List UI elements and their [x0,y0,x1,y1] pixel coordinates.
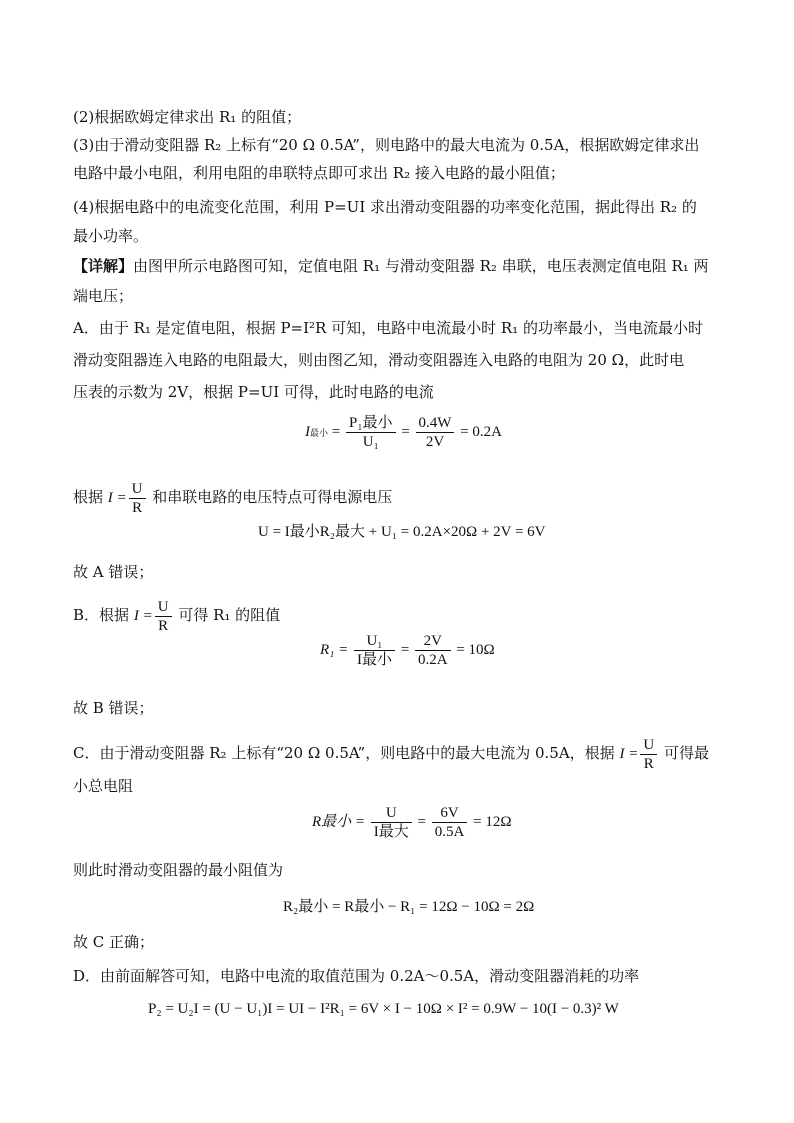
text-segment: 由图甲所示电路图可知，定值电阻 R₁ 与滑动变阻器 R₂ 串联，电压表测定值电阻 R₁ 两 [133,257,709,275]
text-segment: 可得最 [663,743,709,762]
fraction-numerator: U [371,804,412,823]
fraction [155,598,172,635]
text-line [73,598,280,635]
fraction [415,632,451,669]
equation-r1: R₁ = $\frac{\text{U₁}}{\text{I最小}}$ = $\frac{2V}{0.2A}$ = 10Ω [320,633,495,668]
text-line: 故 A 错误； [73,563,154,581]
text-line: 则此时滑动变阻器的最小阻值为 [73,861,284,879]
eq-result: = 10Ω [456,641,495,658]
equation-current-min: I最小 = $\frac{\text{P₁最小}}{\text{U₁}}$ = $\frac{0.4W}{2V}$ = 0.2A [305,415,502,450]
fraction [640,736,657,773]
fraction [129,480,146,517]
eq-symbol: R最小 = [312,813,366,830]
text-line: 端电压； [73,287,134,305]
fraction-numerator: U₁ [354,632,395,651]
section-tag: 【详解】 [73,257,134,275]
text-line: A．由于 R₁ 是定值电阻，根据 P=I²R 可知，电路中电流最小时 R₁ 的功率最小，当电流最小时 [73,319,703,337]
text-segment: B．根据 [73,605,130,624]
fraction-numerator: U [155,598,172,617]
text-segment: 根据 [73,487,104,506]
ohm-law-inline [107,481,148,516]
eq-symbol: I = [133,607,153,624]
eq-symbol: R₁ = [320,641,349,658]
fraction [346,414,396,451]
fraction [432,804,468,841]
text-line: 故 C 正确； [73,933,155,951]
ohm-law-inline [133,599,174,634]
eq-symbol: I = [619,745,639,762]
text-line: 小总电阻 [73,777,134,795]
equation-r-min: R最小 = $\frac{U}{\text{I最大}}$ = $\frac{6V}{0.5A}$ = 12Ω [312,805,512,840]
text-line: (2)根据欧姆定律求出 R₁ 的阻值； [73,108,302,126]
fraction-denominator: R [643,756,654,772]
text-line: 滑动变阻器连入电路的电阻最大，则由图乙知，滑动变阻器连入电路的电阻为 20 Ω，此时电 [73,351,685,369]
text-line [73,480,392,517]
fraction-denominator: I最大 [373,824,409,840]
fraction-denominator: I最小 [357,652,392,668]
text-segment: 和串联电路的电压特点可得电源电压 [152,487,393,506]
fraction-denominator: 0.2A [417,652,448,668]
fraction-numerator: 0.4W [416,414,455,433]
fraction-denominator: R [158,618,169,634]
text-line: (3)由于滑动变阻器 R₂ 上标有“20 Ω 0.5A”，则电路中的最大电流为 0.5A，根据欧姆定律求出 [73,136,700,154]
eq-symbol: I [305,423,310,440]
eq-result: = 12Ω [473,813,512,830]
fraction-denominator: 0.5A [434,824,465,840]
eq-result: = 0.2A [460,423,502,440]
fraction-denominator: 2V [425,434,445,450]
fraction [416,414,455,451]
text-line: D．由前面解答可知，电路中电流的取值范围为 0.2A～0.5A，滑动变阻器消耗的功率 [73,967,640,985]
text-line: 电路中最小电阻，利用电阻的串联特点即可求出 R₂ 接入电路的最小阻值； [73,164,565,182]
text-segment: C．由于滑动变阻器 R₂ 上标有“20 Ω 0.5A”，则电路中的最大电流为 0.5A，根据 [73,743,615,762]
equation-power-p2: P₂ = U₂I = (U − U₁)I = UI − I²R₁ = 6V × I − 10Ω × I² = 0.9W − 10(I − 0.3)² W [148,1001,619,1017]
fraction-numerator: 2V [415,632,451,651]
fraction-denominator: R [132,500,143,516]
text-line: 最小功率。 [73,227,149,245]
text-line [73,256,709,276]
fraction-numerator: U [640,736,657,755]
fraction-numerator: U [129,480,146,499]
text-line: (4)根据电路中的电流变化范围，利用 P=UI 求出滑动变阻器的功率变化范围，据此得出 R₂ 的 [73,198,697,216]
eq-symbol: I = [107,489,127,506]
fraction-numerator: P₁最小 [346,414,396,433]
equation-source-voltage: U = I最小R₂最大 + U₁ = 0.2A×20Ω + 2V = 6V [258,524,546,540]
fraction [354,632,395,669]
text-line: 压表的示数为 2V，根据 P=UI 可得，此时电路的电流 [73,383,434,401]
fraction [371,804,412,841]
text-line: 故 B 错误； [73,699,154,717]
equation-r2-min: R₂最小 = R最小 − R₁ = 12Ω − 10Ω = 2Ω [283,899,535,915]
fraction-denominator: U₁ [362,434,379,450]
text-segment: 可得 R₁ 的阻值 [178,605,281,624]
ohm-law-inline [619,737,659,772]
text-line [73,736,709,773]
eq-subscript: 最小 [310,427,329,438]
fraction-numerator: 6V [432,804,468,823]
